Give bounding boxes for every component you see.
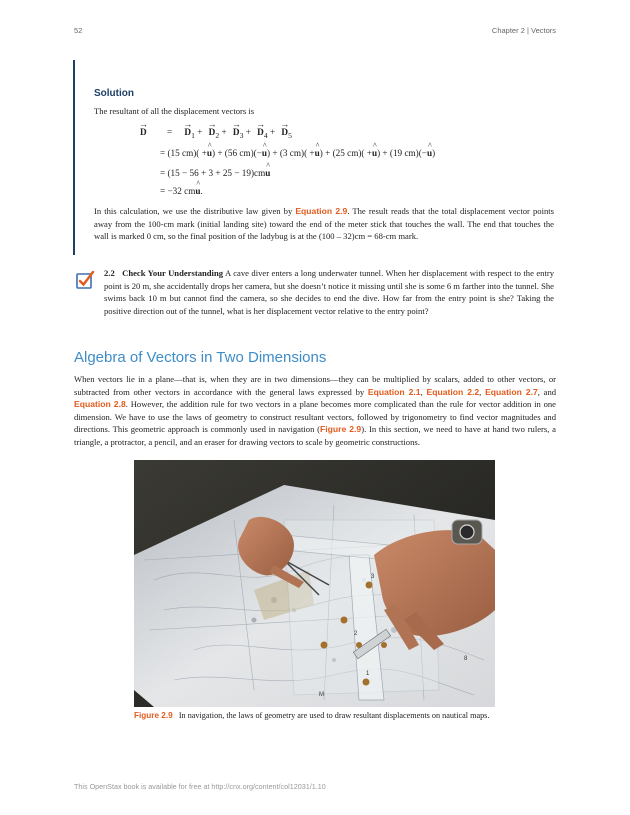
vector-d5: → D (281, 127, 288, 137)
text: . However, the addition rule for two vectors in a plane becomes more complicated than the rule for vector addition in one dimension. We have to use the laws of geometry to construct resultant vectors, followed by trigonometry to find vector magnitudes and directions. This geometric approach is commonly used in navigation ( (74, 399, 556, 434)
vector-d-total: → D (140, 127, 147, 137)
equation-line-2 (160, 148, 435, 158)
check-understanding-icon (75, 270, 95, 290)
eq3-text: = (15 − 56 + 3 + 25 − 19)cm (160, 168, 266, 178)
text: ). In this section, we need to have at hand two rulers, a triangle, a protractor, a pencil, and an eraser for drawing vectors to scale by geometric constructions. (74, 424, 556, 447)
unit-vector: ^ u (315, 148, 320, 158)
caption-text: In navigation, the laws of geometry are used to draw resultant displacements on nautical maps. (178, 711, 490, 720)
eq2-part: ) + (56 cm)(− (211, 148, 262, 158)
map-mark: 2 (354, 631, 358, 637)
section-paragraph (74, 373, 556, 448)
equation-line-4 (160, 186, 203, 196)
map-mark: 3 (371, 574, 375, 580)
equation-2-1-link[interactable]: Equation 2.1 (367, 386, 421, 397)
eq2-part: = (15 cm)( + (160, 148, 207, 158)
unit-vector: ^ u (265, 168, 270, 178)
eq4-period: . (200, 186, 203, 196)
equation-2-7-link[interactable]: Equation 2.7 (485, 386, 538, 397)
page-footer: This OpenStax book is available for free at http://cnx.org/content/col12031/1.10 (74, 782, 326, 791)
eq2-part: ) + (3 cm)( + (267, 148, 315, 158)
subscript-1: 1 (191, 130, 195, 140)
figure-2-9-link[interactable]: Figure 2.9 (320, 424, 362, 434)
navigation-map-photo (134, 460, 495, 707)
text: , (479, 386, 486, 397)
equation-2-9-link[interactable]: Equation 2.9 (295, 206, 348, 216)
check-title: Check Your Understanding (122, 268, 224, 278)
solution-sidebar-bar (73, 60, 75, 255)
check-text: A cave diver enters a long underwater tunnel. When her displacement with respect to the entry point is 20 m, she accidentally drops her camera, but she doesn’t notice it missing until she is some 6 m farther into the tunnel. She swims back 10 m but cannot find the camera, so she decides to end the dive. How far from the entry point is she? Taking the positive direction out of the tunnel, what is her displacement vector relative to the entry point? (104, 268, 554, 316)
eq2-part: ) + (19 cm)(− (377, 148, 427, 158)
text: , (420, 386, 427, 397)
text: In this calculation, we use the distributive law given by (94, 206, 296, 216)
eq4-text: = −32 cm (160, 186, 196, 196)
solution-paragraph (94, 205, 554, 243)
map-mark: M (319, 692, 324, 698)
text: When vectors lie in a plane—that is, when they are in two dimensions—they can be multiplied by scalars, added to other vectors, or subtracted from other vectors in accordance with the general laws expressed by (74, 374, 556, 397)
vector-d2: → D (209, 127, 216, 137)
unit-vector: ^ u (195, 186, 200, 196)
subscript-2: 2 (215, 130, 220, 140)
figure-caption (134, 710, 495, 721)
map-mark: 8 (464, 656, 468, 662)
map-mark: 1 (366, 671, 370, 677)
unit-vector: ^ u (372, 148, 377, 158)
equation-2-8-link[interactable]: Equation 2.8 (74, 399, 126, 409)
text: . The result reads that the total displacement vector points away from the 100-cm mark (initial landing site) toward the end of the meter stick that touches the wall. The end that touches the wall is marked 0 cm, so the final position of the ladybug is at the (100 – 32)cm = 68-cm mark. (94, 206, 554, 241)
equation-line-3 (160, 168, 270, 178)
solution-intro: The resultant of all the displacement vectors is (94, 106, 255, 116)
check-understanding-block (104, 267, 554, 317)
subscript-4: 4 (263, 130, 268, 140)
unit-vector: ^ u (427, 148, 432, 158)
check-number: 2.2 (104, 268, 115, 278)
subscript-5: 5 (288, 130, 292, 140)
unit-vector: ^ u (262, 148, 267, 158)
subscript-3: 3 (239, 130, 244, 140)
figure-label: Figure 2.9 (134, 711, 173, 720)
vector-d1: → D (184, 127, 191, 137)
eq2-part: ) + (25 cm)( + (319, 148, 372, 158)
eq2-part: ) (432, 148, 436, 158)
chapter-header: Chapter 2 | Vectors (491, 26, 556, 35)
page-number: 52 (74, 26, 83, 35)
vector-d3: → D (233, 127, 240, 137)
equation-line-1: → D = → $D_1$ + → $D_2$ + → $D_3$ + → $D_4$ + → $D_5$ (140, 127, 292, 140)
section-heading: Algebra of Vectors in Two Dimensions (74, 349, 327, 366)
vector-d4: → D (257, 127, 264, 137)
solution-title: Solution (94, 88, 134, 99)
text: , and (537, 386, 557, 397)
unit-vector: ^ u (207, 148, 212, 158)
equation-2-2-link[interactable]: Equation 2.2 (426, 386, 480, 397)
